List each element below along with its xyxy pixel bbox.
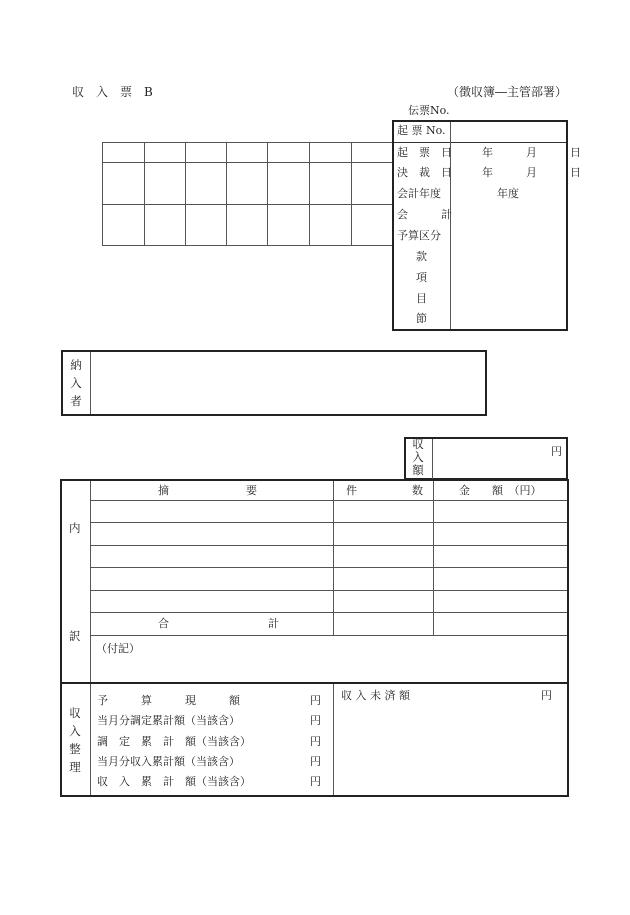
budget-moku-label: 目 [416,292,427,305]
approval-date-label: 決 裁 日 [397,166,452,179]
budget-kan-label: 款 [416,250,427,263]
count-column-header: 件 数 [346,484,423,497]
draft-date-value[interactable]: 年 月 日 [482,146,581,159]
budget-current-label: 予 算 現 額 [97,694,240,707]
income-total-unit: 円 [310,775,321,788]
month-assessed-total-unit: 円 [310,714,321,727]
income-amount-unit: 円 [551,445,562,458]
notes-label: （付記） [96,642,140,655]
budget-current-unit: 円 [310,694,321,707]
account-label: 会 計 [397,208,452,221]
month-income-total-unit: 円 [310,755,321,768]
stamp-grid-frame [102,142,393,246]
fiscal-year-value[interactable]: 年度 [497,187,519,200]
draft-no-field[interactable] [452,124,565,140]
month-income-total-label: 当月分収入累計額（当該含） [97,755,240,768]
assessed-total-label: 調 定 累 計 額（当該含） [97,735,251,748]
budget-category-label: 予算区分 [397,229,441,242]
payer-label: 納 入 者 [70,358,82,408]
draft-no-label: 起 票 No. [397,124,446,137]
income-total-label: 収 入 累 計 額（当該含） [97,775,251,788]
total-row-label: 合 計 [158,617,279,630]
slip-number-label: 伝票No. [408,104,450,117]
breakdown-label-top: 内 [69,521,81,535]
income-amount-field[interactable] [434,460,546,478]
form-subtitle: （徴収簿―主管部署） [447,85,568,99]
payer-field[interactable] [92,352,485,414]
assessed-total-unit: 円 [310,735,321,748]
income-amount-label: 収 入 額 [412,437,424,477]
budget-kou-label: 項 [416,271,427,284]
amount-column-header: 金 額 （円） [459,484,542,497]
uncollected-unit: 円 [541,689,552,702]
budget-setsu-label: 節 [416,312,427,325]
approval-date-value[interactable]: 年 月 日 [482,166,581,179]
fiscal-year-label: 会計年度 [397,187,441,200]
form-title: 収 入 票 B [72,85,153,99]
settlement-label: 収 入 整 理 [69,706,81,774]
month-assessed-total-label: 当月分調定累計額（当該含） [97,714,240,727]
draft-date-label: 起 票 日 [397,146,452,159]
breakdown-label-bottom: 訳 [69,629,81,643]
uncollected-label: 収 入 未 済 額 [341,689,410,702]
summary-column-header: 摘 要 [158,484,257,497]
breakdown-table [60,479,569,797]
